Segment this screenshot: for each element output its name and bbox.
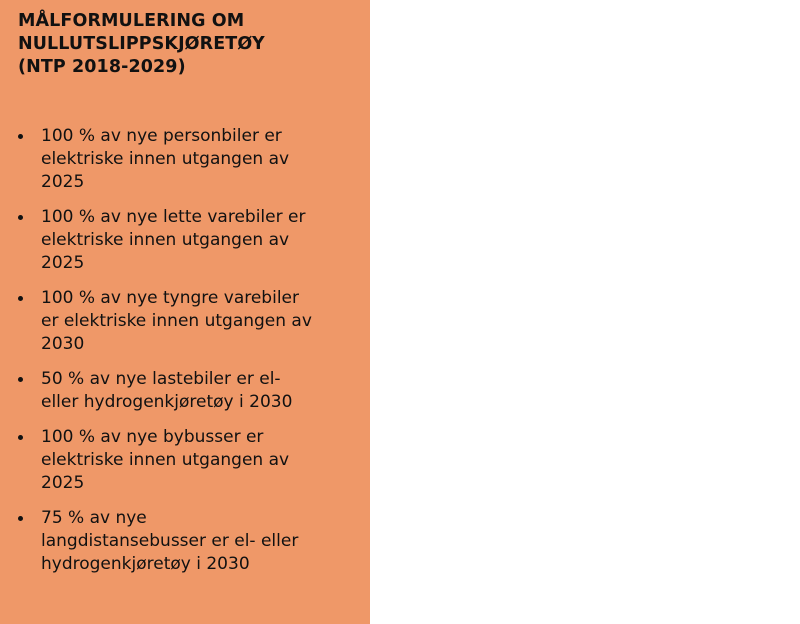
goals-panel xyxy=(0,0,370,624)
goal-line: 2025 xyxy=(41,473,85,493)
title-line: NULLUTSLIPPSKJØRETØY xyxy=(18,34,265,54)
goal-item xyxy=(18,368,348,414)
bullet-icon xyxy=(18,296,23,301)
goal-line: elektriske innen utgangen av xyxy=(41,450,290,470)
goal-line: 100 % av nye bybusser er xyxy=(41,427,264,447)
goal-line: er elektriske innen utgangen av xyxy=(41,311,312,331)
goal-line: elektriske innen utgangen av xyxy=(41,230,290,250)
title-line: (NTP 2018-2029) xyxy=(18,57,186,77)
goal-line: 2030 xyxy=(41,334,85,354)
goal-line: elektriske innen utgangen av xyxy=(41,149,290,169)
goal-line: langdistansebusser er el- eller xyxy=(41,531,299,551)
goal-item xyxy=(18,426,348,495)
goal-line: 2025 xyxy=(41,172,85,192)
goal-item xyxy=(18,125,348,194)
goal-item xyxy=(18,507,348,576)
bullet-icon xyxy=(18,435,23,440)
bullet-icon xyxy=(18,516,23,521)
goals-list xyxy=(18,125,348,588)
panel-title xyxy=(18,10,352,79)
goal-line: hydrogenkjøretøy i 2030 xyxy=(41,554,250,574)
goal-line: eller hydrogenkjøretøy i 2030 xyxy=(41,392,293,412)
goal-item xyxy=(18,287,348,356)
goal-line: 100 % av nye lette varebiler er xyxy=(41,207,306,227)
goal-line: 2025 xyxy=(41,253,85,273)
title-line: MÅLFORMULERING OM xyxy=(18,11,245,31)
goal-line: 50 % av nye lastebiler er el- xyxy=(41,369,281,389)
goal-item xyxy=(18,206,348,275)
bullet-icon xyxy=(18,215,23,220)
bullet-icon xyxy=(18,377,23,382)
goal-line: 75 % av nye xyxy=(41,508,147,528)
bullet-icon xyxy=(18,134,23,139)
goal-line: 100 % av nye personbiler er xyxy=(41,126,282,146)
goal-line: 100 % av nye tyngre varebiler xyxy=(41,288,299,308)
